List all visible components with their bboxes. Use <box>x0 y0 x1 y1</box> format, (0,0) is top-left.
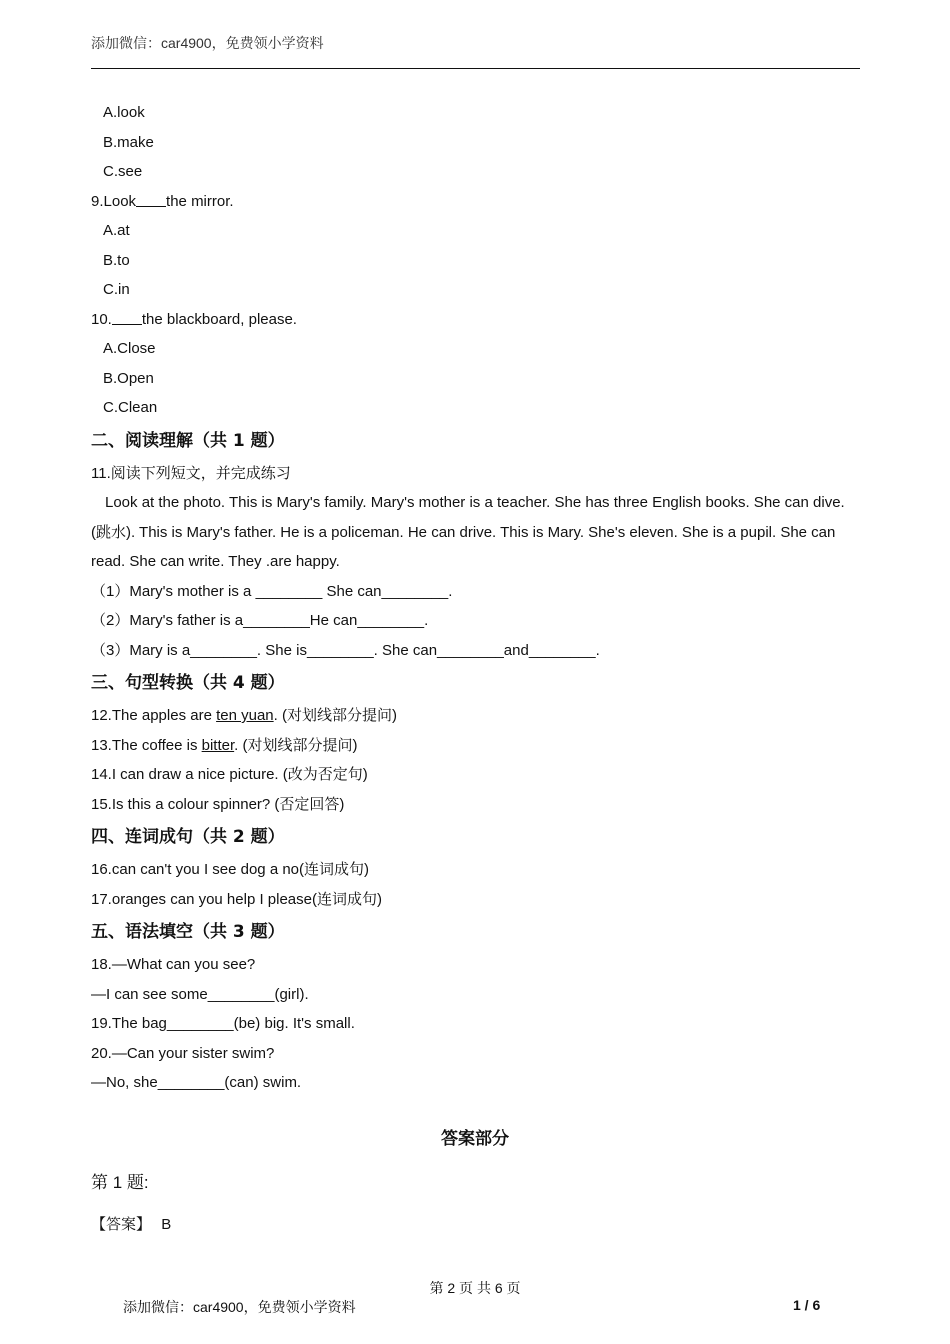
answers-title: 答案部分 <box>441 1129 509 1149</box>
document-body <box>91 98 861 1098</box>
q13 <box>91 731 861 761</box>
footer-promo: 添加微信：car4900，免费领小学资料 <box>123 1299 356 1315</box>
q9-blank <box>136 192 166 207</box>
q10-option-b: B.Open <box>103 369 154 387</box>
q13-underlined: bitter <box>201 736 235 754</box>
q10-option-c: C.Clean <box>103 399 158 416</box>
section-5-title: 五、语法填空（共 3 题） <box>91 922 285 942</box>
q11-sub2: （2）Mary's father is a________He can________. <box>91 612 429 629</box>
q13-after: . (对划线部分提问) <box>234 736 358 754</box>
q18-question: 18.—What can you see? <box>91 956 256 973</box>
answer-value: B <box>161 1216 172 1233</box>
q11-prompt: 11.阅读下列短文，并完成练习 <box>91 464 291 482</box>
footer-page-count: 1 / 6 <box>793 1297 821 1313</box>
q20-question: 20.—Can your sister swim? <box>91 1044 275 1062</box>
q10-before: 10. <box>91 310 112 328</box>
q17: 17.oranges can you help I please(连词成句) <box>91 890 382 908</box>
q13-before: 13.The coffee is <box>91 736 202 754</box>
q9-option-b: B.to <box>103 251 130 269</box>
q10-stem <box>91 305 861 335</box>
q12-underlined: ten yuan <box>216 707 274 724</box>
q12 <box>91 701 861 731</box>
q10-option-a: A.Close <box>103 340 156 357</box>
header-rule <box>91 68 860 69</box>
section-4-title: 四、连词成句（共 2 题） <box>91 827 285 847</box>
q11-sub1: （1）Mary's mother is a ________ She can________. <box>91 582 453 600</box>
page-info: 第 2 页 共 6 页 <box>429 1280 521 1296</box>
q10-blank <box>112 310 142 325</box>
q9-after: the mirror. <box>166 192 234 210</box>
q8-option-b: B.make <box>103 133 154 151</box>
q19: 19.The bag________(be) big. It's small. <box>91 1015 355 1032</box>
q9-stem <box>91 187 861 217</box>
q11-passage: Look at the photo. This is Mary's family. Mary's mother is a teacher. She has three English books. She can dive.(跳水). This is Mary's father. He is a policeman. He can drive. This is Mary. She's eleven. She is a pupil. She can read. She can write. They .are happy. <box>91 494 845 570</box>
q9-option-a: A.at <box>103 222 130 239</box>
q12-after: . (对划线部分提问) <box>273 707 397 724</box>
q15: 15.Is this a colour spinner? (否定回答) <box>91 795 345 813</box>
q16: 16.can can't you I see dog a no(连词成句) <box>91 861 370 878</box>
q11-sub3: （3）Mary is a________. She is________. She can________and________. <box>91 641 600 659</box>
q9-before: 9.Look <box>91 192 137 210</box>
q12-before: 12.The apples are <box>91 707 217 724</box>
q10-after: the blackboard, please. <box>141 310 297 328</box>
answer-question-heading: 第 1 题: <box>91 1173 149 1192</box>
answer-line <box>91 1213 171 1234</box>
q20-answer-line: —No, she________(can) swim. <box>91 1074 302 1091</box>
q18-answer-line: —I can see some________(girl). <box>91 985 309 1003</box>
section-2-title: 二、阅读理解（共 1 题） <box>91 430 285 451</box>
q8-option-a: A.look <box>103 104 145 121</box>
section-3-title: 三、句型转换（共 4 题） <box>91 673 285 693</box>
header-text: 添加微信：car4900，免费领小学资料 <box>91 35 324 51</box>
q14: 14.I can draw a nice picture. (改为否定句) <box>91 766 368 783</box>
q8-option-c: C.see <box>103 163 143 180</box>
answer-label: 【答案】 <box>91 1216 152 1233</box>
q9-option-c: C.in <box>103 281 130 298</box>
